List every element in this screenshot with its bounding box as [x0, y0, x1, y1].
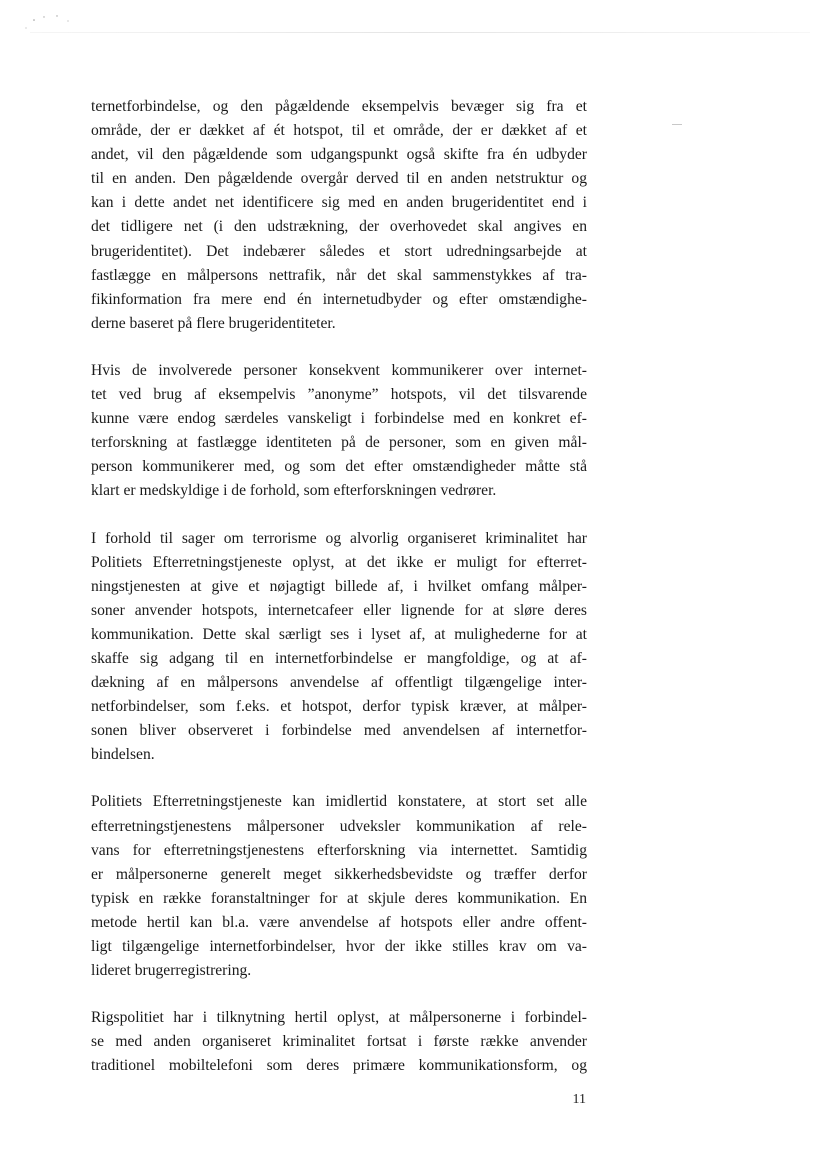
paragraph-line: traditionel mobiltelefoni som deres primære kommunikationsform, og — [91, 1057, 587, 1075]
paragraph — [91, 527, 587, 768]
paragraph-line: kan i dette andet net identificere sig med en anden brugeridentitet end i — [91, 194, 587, 212]
paragraph-line: person kommunikerer med, og som det efter omstændigheder måtte stå — [91, 458, 587, 476]
paragraph — [91, 95, 587, 336]
paragraph-line: metode hertil kan bl.a. være anvendelse af hotspots eller andre offent- — [91, 913, 587, 931]
paragraph-line: område, der er dækket af ét hotspot, til et område, der er dækket af et — [91, 122, 587, 140]
paragraph-line: derne baseret på flere brugeridentiteter. — [91, 314, 336, 332]
paragraph-line: dækning af en målpersons anvendelse af offentligt tilgængelige inter- — [91, 674, 587, 692]
paragraph-line: ligt tilgængelige internetforbindelser, hvor der ikke stilles krav om va- — [91, 938, 587, 955]
paragraph-line: til en anden. Den pågældende overgår derved til en anden netstruktur og — [91, 170, 587, 188]
paragraph-line: soner anvender hotspots, internetcafeer eller lignende for at sløre deres — [91, 601, 587, 619]
paragraph-line: brugeridentitet). Det indebærer således et stort udredningsarbejde at — [91, 242, 587, 260]
paragraph-line: Politiets Efterretningstjeneste oplyst, at det ikke er muligt for efterret- — [91, 553, 587, 571]
paragraph-line: vans for efterretningstjenestens efterforskning via internettet. Samtidig — [91, 841, 587, 859]
paragraph-line: ternetforbindelse, og den pågældende eksempelvis bevæger sig fra et — [91, 98, 587, 115]
paragraph-line: netforbindelser, som f.eks. et hotspot, derfor typisk kræver, at målper- — [91, 698, 587, 716]
scan-artifact-line — [30, 32, 810, 33]
paragraph-line: andet, vil den pågældende som udgangspunkt også skifte fra én udbyder — [91, 146, 587, 164]
paragraph — [91, 790, 587, 983]
paragraph-line: er målpersonerne generelt meget sikkerhedsbevidste og træffer derfor — [91, 865, 587, 883]
paragraph-line: lideret brugerregistrering. — [91, 962, 252, 980]
page-number: 11 — [572, 1092, 586, 1107]
paragraph-line: fikinformation fra mere end én internetudbyder og efter omstændighe- — [91, 290, 587, 308]
paragraph-line: kommunikation. Dette skal særligt ses i lyset af, at mulighederne for at — [91, 625, 587, 643]
paragraph-line: efterretningstjenestens målpersoner udveksler kommunikation af rele- — [91, 817, 587, 835]
paragraph-line: kunne være endog særdeles vanskeligt i forbindelse med en konkret ef- — [91, 410, 587, 428]
paragraph-line: Rigspolitiet har i tilknytning hertil oplyst, at målpersonerne i forbindel- — [91, 1009, 587, 1027]
paragraph-line: ningstjenesten at give et nøjagtigt billede af, i hvilket omfang målper- — [91, 577, 587, 595]
paragraph-line: fastlægge en målpersons nettrafik, når det skal sammenstykkes af tra- — [91, 266, 587, 284]
paragraph-line: I forhold til sager om terrorisme og alvorlig organiseret kriminalitet har — [91, 529, 587, 547]
paragraph-line: skaffe sig adgang til en internetforbindelse er mangfoldige, og at af- — [91, 649, 587, 667]
paragraph — [91, 1006, 587, 1078]
paragraph — [91, 359, 587, 504]
paragraph-line: bindelsen. — [91, 746, 155, 764]
body-text — [91, 95, 587, 1101]
paragraph-line: det tidligere net (i den udstrækning, der overhovedet skal angives en — [91, 218, 587, 236]
paragraph-line: klart er medskyldige i de forhold, som efterforskningen vedrører. — [91, 482, 497, 500]
paragraph-line: terforskning at fastlægge identiteten på de personer, som en given mål- — [91, 434, 587, 452]
paragraph-line: typisk en række foranstaltninger for at skjule deres kommunikation. En — [91, 889, 587, 907]
paragraph-line: Hvis de involverede personer konsekvent kommunikerer over internet- — [91, 361, 587, 379]
paragraph-line: sonen bliver observeret i forbindelse med anvendelsen af internetfor- — [91, 722, 587, 740]
margin-mark — [672, 124, 682, 125]
paragraph-line: Politiets Efterretningstjeneste kan imidlertid konstatere, at stort set alle — [91, 793, 587, 811]
paragraph-line: se med anden organiseret kriminalitet fortsat i første række anvender — [91, 1033, 587, 1051]
paragraph-line: tet ved brug af eksempelvis ”anonyme” hotspots, vil det tilsvarende — [91, 386, 587, 404]
